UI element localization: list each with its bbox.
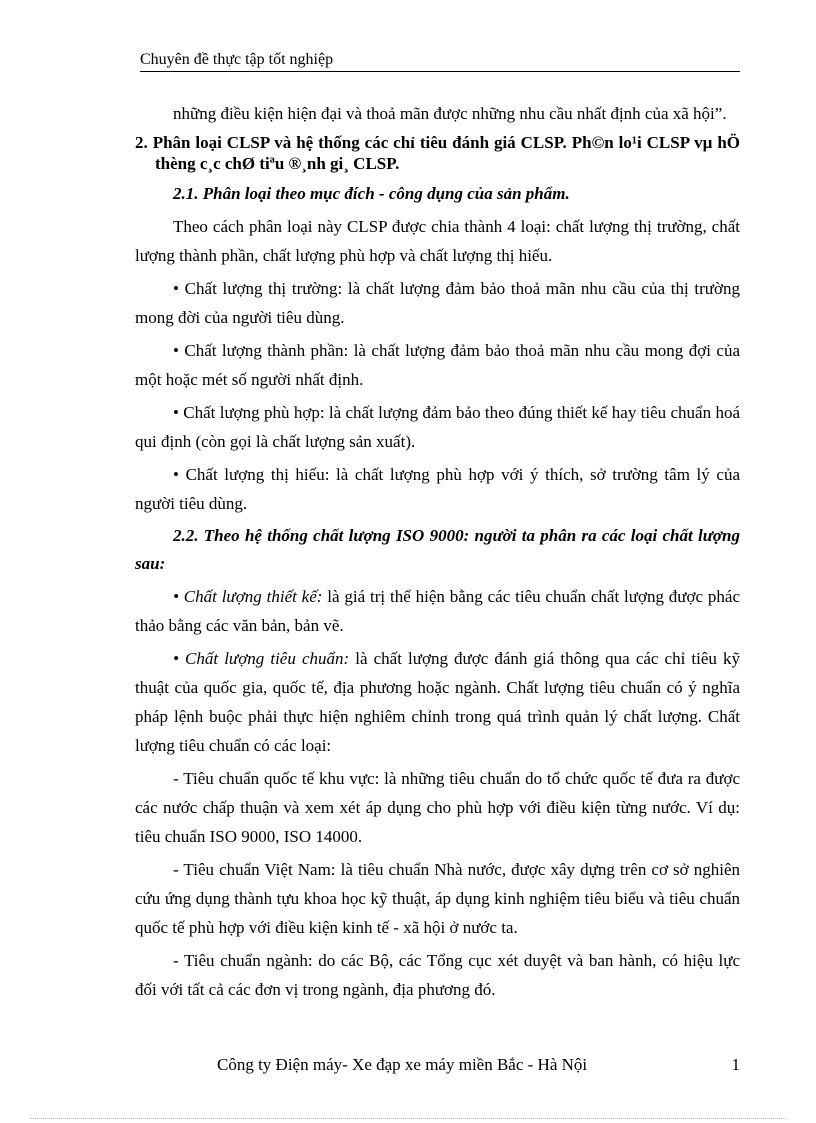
- page-number: 1: [731, 1055, 740, 1074]
- bullet-item: [135, 644, 740, 760]
- document-body: [135, 99, 740, 1008]
- dash-item: - Tiêu chuẩn ngành: do các Bộ, các Tổng cục xét duyệt và ban hành, có hiệu lực đối với tất cả các đơn vị trong ngành, địa phương đó.: [135, 951, 740, 999]
- subsection-heading: 2.2. Theo hệ thống chất lượng ISO 9000: người ta phân ra các loại chất lượng sau:: [135, 526, 740, 573]
- bullet-text: là giá trị thể hiện bằng các tiêu chuẩn chất lượng được phác thảo bằng các văn bản, bản vẽ.: [135, 587, 740, 635]
- running-header: Chuyên đề thực tập tốt nghiệp: [140, 50, 740, 72]
- paragraph: những điều kiện hiện đại và thoả mãn được những nhu cầu nhất định của xã hội”.: [173, 104, 727, 123]
- bullet-label: • Chất lượng thiết kế:: [173, 587, 323, 606]
- footer-text: Công ty Điện máy- Xe đạp xe máy miền Bắc - Hà Nội: [217, 1055, 588, 1074]
- dash-item: - Tiêu chuẩn quốc tế khu vực: là những tiêu chuẩn do tổ chức quốc tế đưa ra được các nước chấp thuận và xem xét áp dụng cho phù hợp với điều kiện từng nước. Ví dụ: tiêu chuẩn ISO 9000, ISO 14000.: [135, 769, 740, 846]
- bullet-item: • Chất lượng thành phần: là chất lượng đảm bảo thoả mãn nhu cầu mong đợi của một hoặc mét số người nhất định.: [135, 341, 740, 389]
- bullet-item: [135, 582, 740, 640]
- page-edge-divider: [30, 1118, 786, 1119]
- section-heading: [135, 132, 740, 174]
- subsection-heading: 2.1. Phân loại theo mục đích - công dụng của sản phẩm.: [173, 184, 570, 203]
- bullet-item: • Chất lượng phù hợp: là chất lượng đảm bảo theo đúng thiết kế hay tiêu chuẩn hoá qui định (còn gọi là chất lượng sản xuất).: [135, 403, 740, 451]
- section-heading-text: 2. Phân loại CLSP và hệ thống các chỉ tiêu đánh giá CLSP.: [135, 133, 567, 152]
- dash-item: - Tiêu chuẩn Việt Nam: là tiêu chuẩn Nhà nước, được xây dựng trên cơ sở nghiên cứu ứng dụng thành tựu khoa học kỹ thuật, áp dụng kinh nghiệm tiêu biểu và tiêu chuẩn quốc tế phù hợp với điều kiện kinh tế - xã hội ở nước ta.: [135, 860, 740, 937]
- section-heading-garbled: Ph©n lo¹i CLSP vµ hÖ thèng c¸c chØ tiªu ®¸nh gi¸ CLSP.: [155, 133, 741, 173]
- bullet-item: • Chất lượng thị trường: là chất lượng đảm bảo thoả mãn nhu cầu của thị trường mong đời của người tiêu dùng.: [135, 279, 740, 327]
- paragraph: Theo cách phân loại này CLSP được chia thành 4 loại: chất lượng thị trường, chất lượng thành phần, chất lượng phù hợp và chất lượng thị hiếu.: [135, 217, 740, 265]
- bullet-item: • Chất lượng thị hiếu: là chất lượng phù hợp với ý thích, sở trường tâm lý của người tiêu dùng.: [135, 465, 740, 513]
- bullet-text: là chất lượng được đánh giá thông qua các chỉ tiêu kỹ thuật của quốc gia, quốc tế, địa phương hoặc ngành. Chất lượng tiêu chuẩn có ý nghĩa pháp lệnh buộc phải thực hiện nghiêm chỉnh trong quá trình quản lý chất lượng. Chất lượng tiêu chuẩn có các loại:: [135, 649, 740, 755]
- bullet-label: • Chất lượng tiêu chuẩn:: [173, 649, 350, 668]
